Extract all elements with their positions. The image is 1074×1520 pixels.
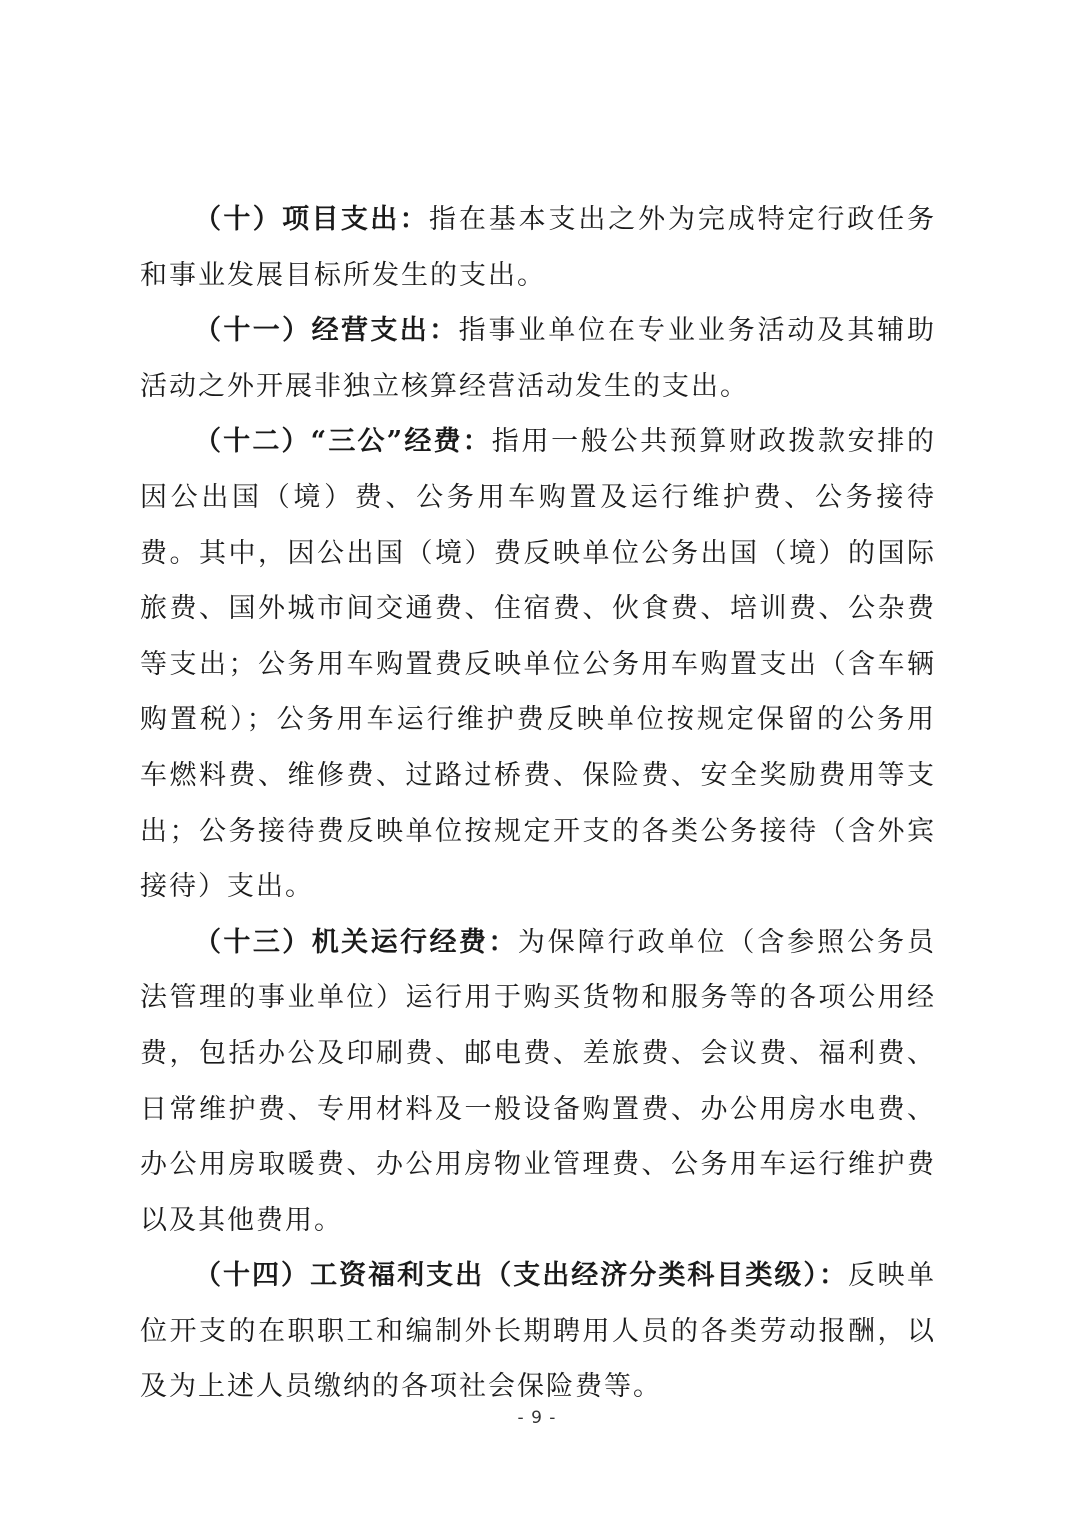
paragraph-agency-operating-funds (140, 915, 936, 1249)
term-heading: （十）项目支出： (194, 204, 429, 235)
page-number: - 9 - (517, 1408, 557, 1428)
paragraph-text: 反映单位开支的在职职工和编制外长期聘用人员的各类劳动报酬，以及为上述人员缴纳的各项社会保险费等。 (140, 1260, 937, 1403)
document-body (140, 192, 936, 1415)
paragraph-three-public-funds (140, 414, 936, 914)
paragraph-project-expenditure (140, 192, 936, 303)
term-heading: （十二）“三公”经费： (194, 426, 492, 458)
term-heading: （十四）工资福利支出（支出经济分类科目类级）： (194, 1260, 848, 1292)
term-heading: （十三）机关运行经费： (194, 926, 518, 958)
paragraph-text: 指事业单位在专业业务活动及其辅助活动之外开展非独立核算经营活动发生的支出。 (140, 315, 936, 402)
paragraph-operating-expenditure (140, 303, 936, 414)
paragraph-text: 为保障行政单位（含参照公务员法管理的事业单位）运行用于购买货物和服务等的各项公用经费，包括办公及印刷费、邮电费、差旅费、会议费、福利费、日常维护费、专用材料及一般设备购置费、办公用房水电费、办公用房取暖费、办公用房物业管理费、公务用车运行维护费以及其他费用。 (140, 926, 936, 1236)
term-heading: （十一）经营支出： (194, 315, 459, 347)
paragraph-wage-welfare-expenditure (140, 1248, 936, 1415)
paragraph-text: 指用一般公共预算财政拨款安排的因公出国（境）费、公务用车购置及运行维护费、公务接待费。其中，因公出国（境）费反映单位公务出国（境）的国际旅费、国外城市间交通费、住宿费、伙食费、培训费、公杂费等支出；公务用车购置费反映单位公务用车购置支出（含车辆购置税）；公务用车运行维护费反映单位按规定保留的公务用车燃料费、维修费、过路过桥费、保险费、安全奖励费用等支出；公务接待费反映单位按规定开支的各类公务接待（含外宾接待）支出。 (140, 426, 937, 903)
paragraph-text: 指在基本支出之外为完成特定行政任务和事业发展目标所发生的支出。 (140, 204, 936, 291)
